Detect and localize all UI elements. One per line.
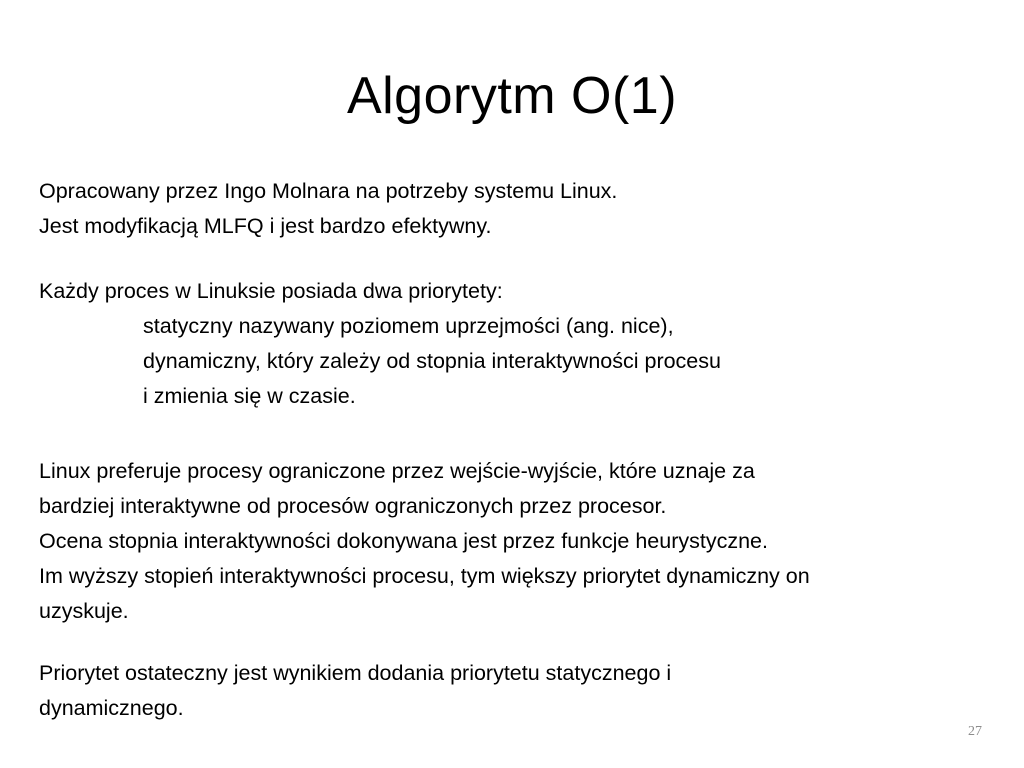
- paragraph-priorities: [39, 274, 999, 414]
- paragraph-line-indented: statyczny nazywany poziomem uprzejmości (ang. nice),: [143, 314, 674, 338]
- paragraph-author: [39, 174, 999, 244]
- paragraph-line: Każdy proces w Linuksie posiada dwa priorytety:: [39, 279, 503, 303]
- paragraph-line: bardziej interaktywne od procesów ograniczonych przez procesor.: [39, 494, 667, 518]
- paragraph-line-indented: i zmienia się w czasie.: [143, 384, 356, 408]
- paragraph-final-priority: [39, 656, 999, 726]
- paragraph-line: Jest modyfikacją MLFQ i jest bardzo efektywny.: [39, 214, 492, 238]
- page-number: 27: [968, 724, 982, 739]
- paragraph-line: Ocena stopnia interaktywności dokonywana jest przez funkcje heurystyczne.: [39, 529, 768, 553]
- paragraph-line: Priorytet ostateczny jest wynikiem dodania priorytetu statycznego i: [39, 661, 672, 685]
- paragraph-line: uzyskuje.: [39, 599, 129, 623]
- paragraph-line: Im wyższy stopień interaktywności procesu, tym większy priorytet dynamiczny on: [39, 564, 810, 588]
- paragraph-line-indented: dynamiczny, który zależy od stopnia interaktywności procesu: [143, 349, 721, 373]
- paragraph-line: Linux preferuje procesy ograniczone przez wejście-wyjście, które uznaje za: [39, 459, 755, 483]
- slide-title: Algorytm O(1): [346, 67, 678, 125]
- paragraph-interactivity: [39, 454, 999, 629]
- paragraph-line: dynamicznego.: [39, 696, 184, 720]
- paragraph-line: Opracowany przez Ingo Molnara na potrzeby systemu Linux.: [39, 179, 618, 203]
